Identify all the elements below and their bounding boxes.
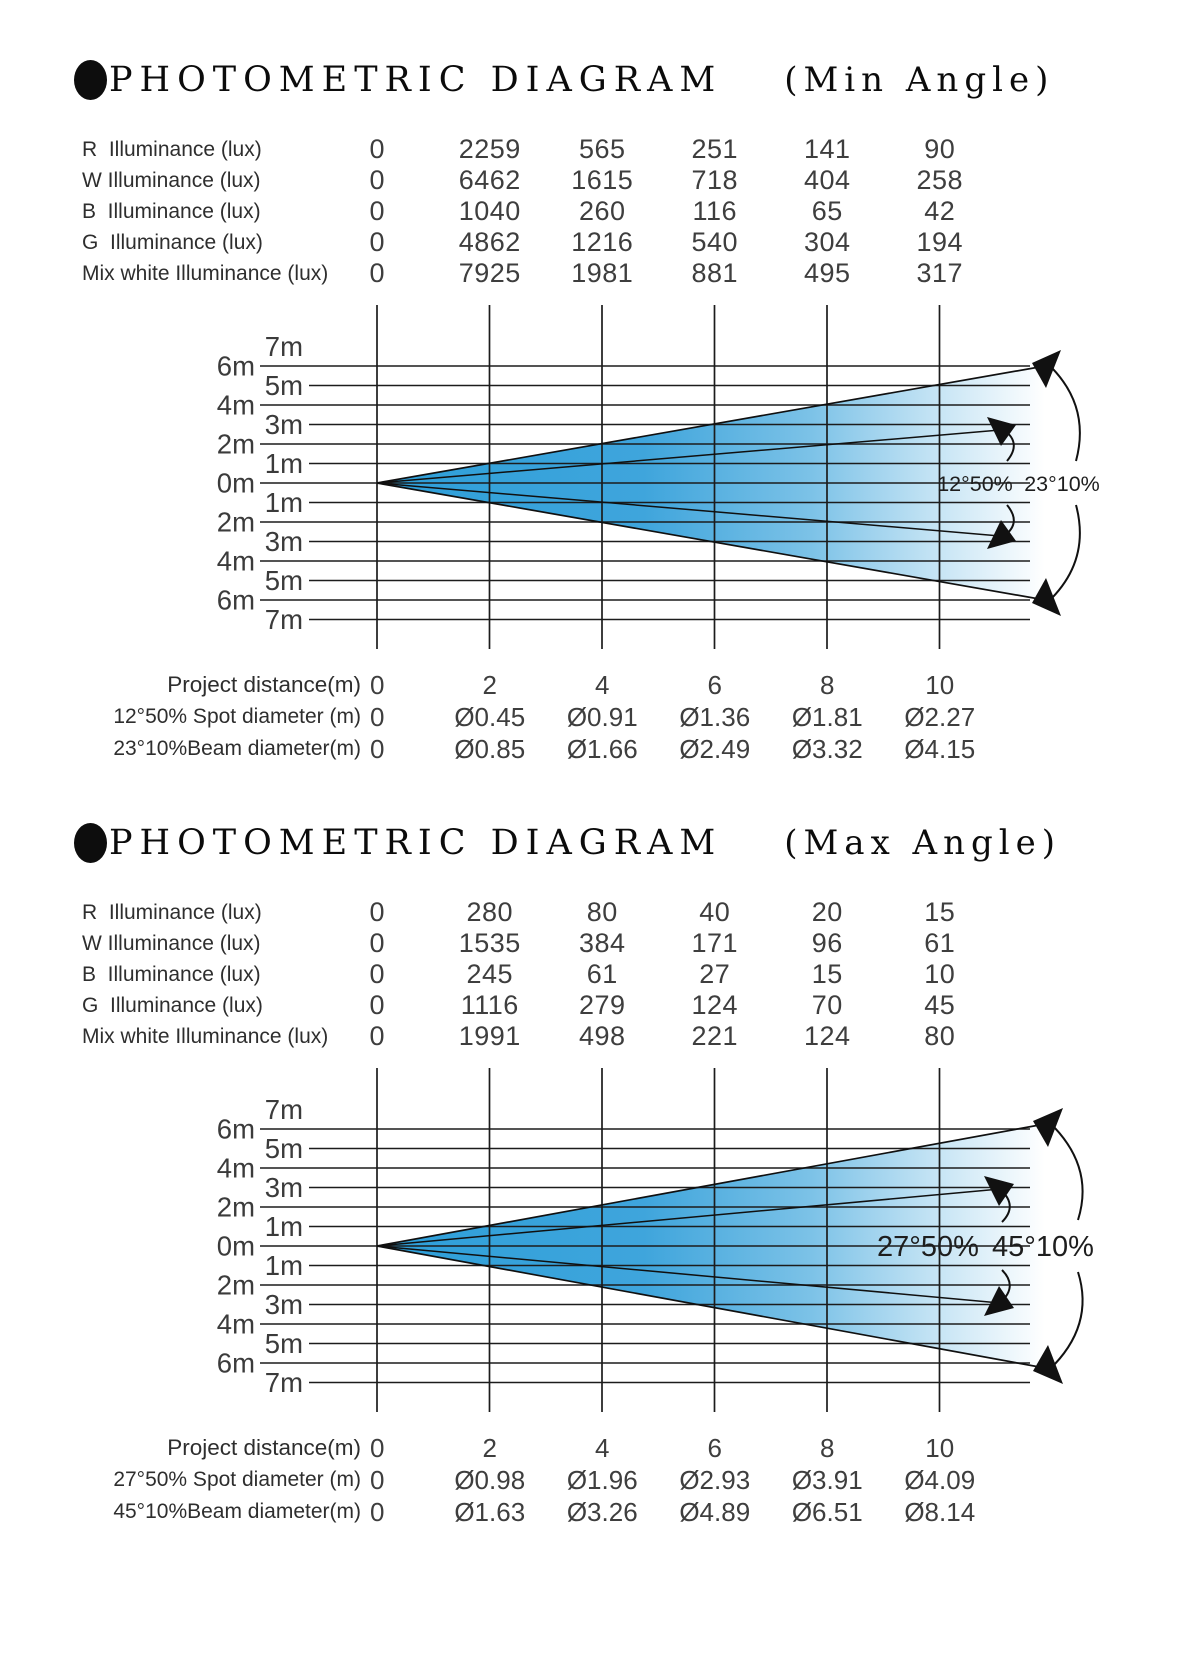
illuminance-value: 42 xyxy=(924,196,956,226)
illuminance-value: 317 xyxy=(916,258,964,288)
svg-text:4m: 4m xyxy=(216,1308,255,1340)
svg-text:1m: 1m xyxy=(264,1250,303,1281)
svg-text:6m: 6m xyxy=(216,584,255,616)
svg-text:6m: 6m xyxy=(216,1347,255,1379)
illuminance-table xyxy=(80,134,1200,289)
distance-value: 8 xyxy=(820,1432,835,1463)
illuminance-row-label: Mix white Illuminance (lux) xyxy=(82,1024,329,1048)
svg-text:2m: 2m xyxy=(216,1191,255,1223)
spot-diameter-value: Ø2.27 xyxy=(904,701,976,732)
distance-table xyxy=(80,1432,1200,1528)
illuminance-value: 404 xyxy=(803,165,851,195)
svg-text:4m: 4m xyxy=(216,389,255,421)
spot-diameter-value: Ø0.98 xyxy=(454,1464,526,1495)
illuminance-value: 4862 xyxy=(458,227,521,257)
svg-text:2m: 2m xyxy=(216,1269,255,1301)
beam-diameter-value: Ø2.49 xyxy=(679,733,751,764)
illuminance-row-label: G Illuminance (lux) xyxy=(82,993,263,1017)
spot-diameter-value: Ø0.45 xyxy=(454,701,526,732)
distance-value: 2 xyxy=(482,669,497,700)
illuminance-row-label: R Illuminance (lux) xyxy=(82,900,262,924)
illuminance-value: 1615 xyxy=(571,165,634,195)
page-title: PHOTOMETRIC DIAGRAM xyxy=(109,60,723,100)
illuminance-value: 384 xyxy=(578,928,626,958)
illuminance-value: 260 xyxy=(578,196,626,226)
distance-table xyxy=(80,669,1200,765)
svg-text:5m: 5m xyxy=(264,370,303,401)
spot-angle-label: 27°50% xyxy=(877,1231,979,1263)
illuminance-value: 0 xyxy=(369,165,386,195)
illuminance-value: 171 xyxy=(691,928,739,958)
illuminance-value: 245 xyxy=(466,959,514,989)
svg-text:0m: 0m xyxy=(216,1230,255,1262)
spot-diameter-value: Ø0.91 xyxy=(566,701,638,732)
illuminance-row-label: G Illuminance (lux) xyxy=(82,230,263,254)
illuminance-row-label: R Illuminance (lux) xyxy=(82,137,262,161)
distance-value: 10 xyxy=(925,1432,955,1463)
illuminance-value: 194 xyxy=(916,227,964,257)
illuminance-value: 565 xyxy=(578,134,626,164)
illuminance-value: 15 xyxy=(811,959,843,989)
spot-diameter-value: Ø1.96 xyxy=(566,1464,638,1495)
illuminance-value: 1040 xyxy=(458,196,521,226)
svg-text:6m: 6m xyxy=(216,1113,255,1145)
svg-text:3m: 3m xyxy=(264,1172,303,1203)
illuminance-value: 279 xyxy=(578,990,626,1020)
beam-diameter-value: Ø0.85 xyxy=(454,733,526,764)
illuminance-value: 251 xyxy=(691,134,739,164)
illuminance-value: 1216 xyxy=(571,227,634,257)
distance-value: 0 xyxy=(370,1432,385,1463)
illuminance-value: 6462 xyxy=(458,165,521,195)
section-min-angle xyxy=(0,56,1200,765)
illuminance-row-label: Mix white Illuminance (lux) xyxy=(82,261,329,285)
beam-angle-label: 45°10% xyxy=(992,1231,1094,1263)
illuminance-value: 221 xyxy=(691,1021,739,1051)
svg-text:6m: 6m xyxy=(216,350,255,382)
illuminance-row-label: B Illuminance (lux) xyxy=(82,962,261,986)
distance-value: 6 xyxy=(707,1432,722,1463)
beam-diameter-value: Ø4.89 xyxy=(679,1496,751,1527)
beam-diameter-value: Ø6.51 xyxy=(791,1496,863,1527)
bullet-icon xyxy=(74,60,107,100)
beam-angle-label: 23°10% xyxy=(1024,472,1100,496)
illuminance-value: 124 xyxy=(691,990,739,1020)
illuminance-value: 7925 xyxy=(458,258,521,288)
beam-diameter-value: Ø1.63 xyxy=(454,1496,526,1527)
beam-diameter-value: 0 xyxy=(370,733,385,764)
svg-text:3m: 3m xyxy=(264,1289,303,1320)
illuminance-value: 280 xyxy=(466,897,514,927)
beam-diameter-value: Ø3.32 xyxy=(791,733,863,764)
illuminance-value: 70 xyxy=(811,990,843,1020)
illuminance-value: 96 xyxy=(811,928,843,958)
distance-value: 10 xyxy=(925,669,955,700)
svg-text:1m: 1m xyxy=(264,487,303,518)
spot-diameter-value: Ø1.36 xyxy=(679,701,751,732)
angle-subtitle: (Max Angle) xyxy=(784,823,1062,863)
svg-text:7m: 7m xyxy=(264,1094,303,1125)
illuminance-row-label: B Illuminance (lux) xyxy=(82,199,261,223)
distance-row-label: Project distance(m) xyxy=(167,672,361,697)
beam-diameter-row-label: 45°10%Beam diameter(m) xyxy=(113,1500,361,1523)
spot-angle-label: 12°50% xyxy=(937,472,1013,496)
bullet-icon xyxy=(74,823,107,863)
illuminance-value: 2259 xyxy=(458,134,521,164)
spot-diameter-value: 0 xyxy=(370,1464,385,1495)
illuminance-row-label: W Illuminance (lux) xyxy=(82,168,261,192)
illuminance-value: 27 xyxy=(699,959,731,989)
svg-text:5m: 5m xyxy=(264,1328,303,1359)
distance-row-label: Project distance(m) xyxy=(167,1435,361,1460)
illuminance-value: 0 xyxy=(369,928,386,958)
illuminance-value: 0 xyxy=(369,1021,386,1051)
distance-value: 6 xyxy=(707,669,722,700)
illuminance-value: 1116 xyxy=(460,990,519,1020)
illuminance-value: 0 xyxy=(369,196,386,226)
illuminance-value: 1991 xyxy=(458,1021,521,1051)
illuminance-value: 116 xyxy=(692,196,738,226)
illuminance-value: 258 xyxy=(916,165,964,195)
illuminance-value: 0 xyxy=(369,990,386,1020)
illuminance-value: 881 xyxy=(691,258,739,288)
spot-diameter-value: 0 xyxy=(370,701,385,732)
illuminance-value: 124 xyxy=(803,1021,851,1051)
illuminance-value: 304 xyxy=(803,227,851,257)
svg-text:4m: 4m xyxy=(216,545,255,577)
spot-diameter-value: Ø3.91 xyxy=(791,1464,863,1495)
spot-diameter-value: Ø1.81 xyxy=(791,701,863,732)
section-header xyxy=(74,819,1200,867)
svg-text:7m: 7m xyxy=(264,604,303,635)
angle-subtitle: (Min Angle) xyxy=(784,60,1055,100)
illuminance-value: 61 xyxy=(586,959,618,989)
svg-text:2m: 2m xyxy=(216,506,255,538)
illuminance-value: 40 xyxy=(699,897,731,927)
distance-value: 8 xyxy=(820,669,835,700)
illuminance-value: 45 xyxy=(924,990,956,1020)
svg-text:5m: 5m xyxy=(264,565,303,596)
illuminance-value: 61 xyxy=(924,928,956,958)
section-header xyxy=(74,56,1200,104)
illuminance-value: 90 xyxy=(924,134,956,164)
illuminance-value: 10 xyxy=(924,959,956,989)
distance-value: 0 xyxy=(370,669,385,700)
illuminance-value: 0 xyxy=(369,897,386,927)
spot-diameter-value: Ø4.09 xyxy=(904,1464,976,1495)
illuminance-value: 20 xyxy=(811,897,843,927)
illuminance-row-label: W Illuminance (lux) xyxy=(82,931,261,955)
beam-diameter-value: Ø8.14 xyxy=(904,1496,976,1527)
illuminance-value: 498 xyxy=(578,1021,626,1051)
illuminance-value: 1981 xyxy=(571,258,634,288)
illuminance-value: 141 xyxy=(803,134,851,164)
svg-text:2m: 2m xyxy=(216,428,255,460)
svg-text:5m: 5m xyxy=(264,1133,303,1164)
beam-diameter-row-label: 23°10%Beam diameter(m) xyxy=(113,737,361,760)
illuminance-value: 495 xyxy=(803,258,851,288)
photometric-diagram-min xyxy=(85,293,1200,663)
spot-diameter-row-label: 27°50% Spot diameter (m) xyxy=(113,1468,361,1491)
illuminance-table xyxy=(80,897,1200,1052)
beam-diameter-value: Ø1.66 xyxy=(566,733,638,764)
svg-text:0m: 0m xyxy=(216,467,255,499)
illuminance-value: 15 xyxy=(924,897,956,927)
svg-text:3m: 3m xyxy=(264,526,303,557)
illuminance-value: 80 xyxy=(586,897,618,927)
svg-text:3m: 3m xyxy=(264,409,303,440)
svg-text:1m: 1m xyxy=(264,1211,303,1242)
distance-value: 2 xyxy=(482,1432,497,1463)
section-max-angle xyxy=(0,819,1200,1528)
beam-diameter-value: 0 xyxy=(370,1496,385,1527)
beam-diameter-value: Ø3.26 xyxy=(566,1496,638,1527)
illuminance-value: 0 xyxy=(369,959,386,989)
svg-text:4m: 4m xyxy=(216,1152,255,1184)
illuminance-value: 540 xyxy=(691,227,739,257)
distance-value: 4 xyxy=(595,1432,610,1463)
illuminance-value: 0 xyxy=(369,258,386,288)
spot-diameter-row-label: 12°50% Spot diameter (m) xyxy=(113,705,361,728)
beam-diameter-value: Ø4.15 xyxy=(904,733,976,764)
illuminance-value: 0 xyxy=(369,134,386,164)
illuminance-value: 80 xyxy=(924,1021,956,1051)
spot-diameter-value: Ø2.93 xyxy=(679,1464,751,1495)
photometric-diagram-max xyxy=(85,1056,1200,1426)
illuminance-value: 0 xyxy=(369,227,386,257)
illuminance-value: 65 xyxy=(811,196,843,226)
svg-text:7m: 7m xyxy=(264,331,303,362)
svg-text:1m: 1m xyxy=(264,448,303,479)
illuminance-value: 718 xyxy=(691,165,739,195)
svg-text:7m: 7m xyxy=(264,1367,303,1398)
page-title: PHOTOMETRIC DIAGRAM xyxy=(109,823,723,863)
illuminance-value: 1535 xyxy=(458,928,521,958)
distance-value: 4 xyxy=(595,669,610,700)
